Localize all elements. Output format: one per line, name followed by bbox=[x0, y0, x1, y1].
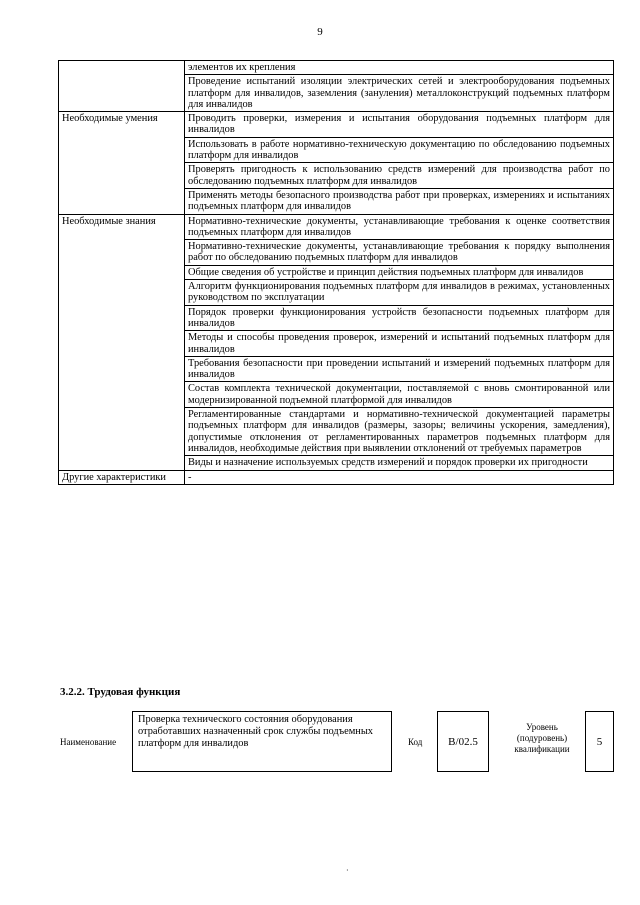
row-label bbox=[59, 61, 185, 112]
table-row bbox=[59, 214, 614, 240]
row-text: Проверять пригодность к использованию средств измерений для производства работ по обследованию подъемных платформ для инвалидов bbox=[185, 163, 614, 189]
page-number: 9 bbox=[317, 26, 323, 38]
row-text: элементов их крепления bbox=[185, 61, 614, 75]
table-row bbox=[59, 470, 614, 484]
row-text: Нормативно-технические документы, устанавливающие требования к оценке соответствия подъемных платформ для инвалидов bbox=[185, 214, 614, 240]
row-text: Применять методы безопасного производства работ при проверках, измерениях и испытаниях подъемных платформ для инвалидов bbox=[185, 188, 614, 214]
level-label: Уровень (подуровень) квалификации bbox=[514, 722, 570, 754]
row-text: Регламентированные стандартами и нормативно-технической документацией параметры подъемных платформ для инвалидов (размеры, зазоры; величины ускорения, замедления), допустимые отклонения от регламентированных параметров подъемных платформ для инвалидов, необходимые действия при выявлении отклонений от требуемых параметров bbox=[185, 408, 614, 456]
table-body bbox=[59, 61, 614, 485]
row-text: Проведение испытаний изоляции электрических сетей и электрооборудования подъемных платформ для инвалидов, заземления (зануления) металлоконструкций подъемных платформ для инвалидов bbox=[185, 75, 614, 112]
row-text: Методы и способы проведения проверок, измерений и испытаний подъемных платформ для инвалидов bbox=[185, 331, 614, 357]
row-label: Другие характеристики bbox=[59, 470, 185, 484]
row-text: Проводить проверки, измерения и испытания оборудования подъемных платформ для инвалидов bbox=[185, 112, 614, 138]
row-text: - bbox=[185, 470, 614, 484]
row-text: Порядок проверки функционирования устройств безопасности подъемных платформ для инвалидов bbox=[185, 305, 614, 331]
skills-knowledge-table bbox=[58, 60, 614, 485]
row-text: Нормативно-технические документы, устанавливающие требования к порядку выполнения работ по обследованию подъемных платформ для инвалидов bbox=[185, 240, 614, 266]
section-heading: 3.2.2. Трудовая функция bbox=[60, 686, 181, 698]
row-text: Состав комплекта технической документации, поставляемой с вновь смонтированной или модернизированной подъемной платформой для инвалидов bbox=[185, 382, 614, 408]
row-text: Общие сведения об устройстве и принцип действия подъемных платформ для инвалидов bbox=[185, 265, 614, 279]
name-label: Наименование bbox=[60, 737, 117, 747]
level-value-box: 5 bbox=[585, 711, 614, 772]
row-label: Необходимые знания bbox=[59, 214, 185, 470]
row-text: Виды и назначение используемых средств измерений и порядок проверки их пригодности bbox=[185, 456, 614, 470]
function-name-box: Проверка технического состояния оборудования отработавших назначенный срок службы подъемных платформ для инвалидов bbox=[132, 711, 392, 772]
row-label: Необходимые умения bbox=[59, 112, 185, 214]
code-value-box: B/02.5 bbox=[437, 711, 489, 772]
table-row bbox=[59, 112, 614, 138]
code-label: Код bbox=[408, 737, 423, 747]
mark-dot: · bbox=[346, 866, 349, 875]
row-text: Требования безопасности при проведении испытаний и измерений подъемных платформ для инвалидов bbox=[185, 356, 614, 382]
row-text: Использовать в работе нормативно-техническую документацию по обследованию подъемных платформ для инвалидов bbox=[185, 137, 614, 163]
table-row bbox=[59, 61, 614, 75]
row-text: Алгоритм функционирования подъемных платформ для инвалидов в режимах, установленных руководством по эксплуатации bbox=[185, 280, 614, 306]
